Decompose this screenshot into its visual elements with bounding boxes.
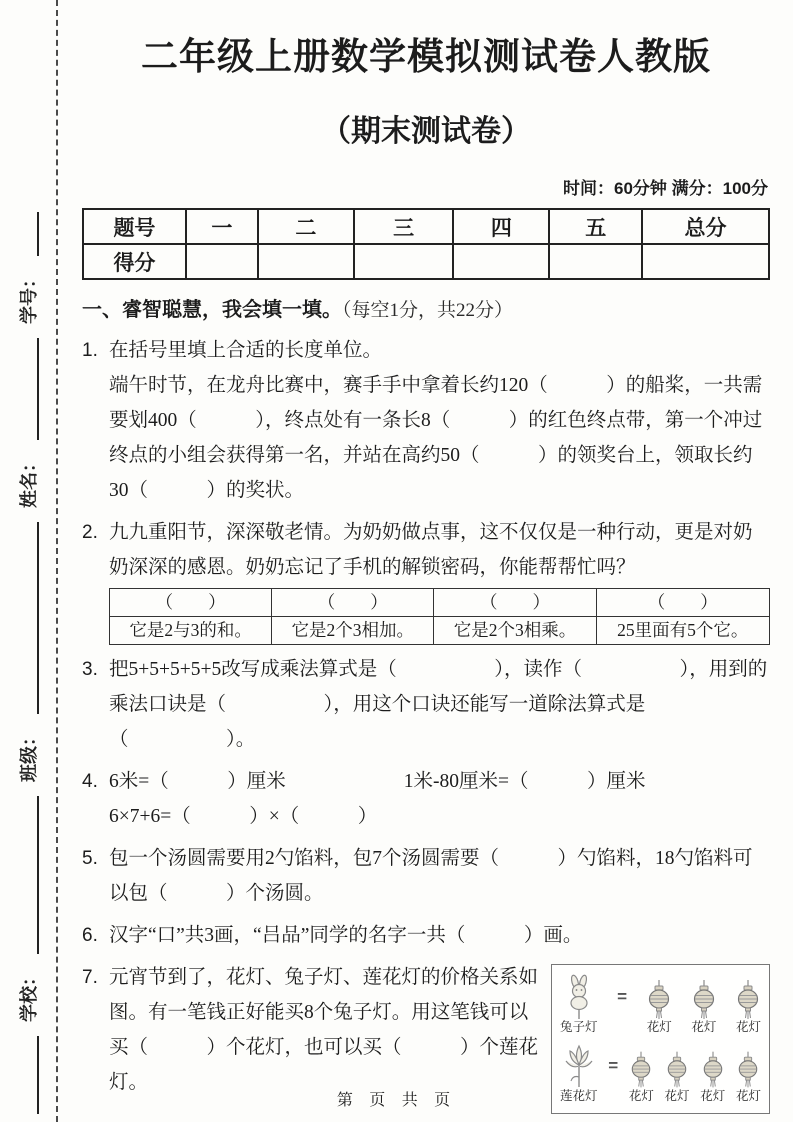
flower-lantern-cell [647,980,672,1035]
flower-lantern-label: 花灯 [735,1020,761,1034]
clue-text-cell: 25里面有5个它。 [596,617,769,645]
flower-lantern-label: 花灯 [628,1089,654,1103]
flower-lantern-icon [666,1051,688,1089]
question-3 [82,652,770,757]
question-1-body: 端午时节，在龙舟比赛中，赛手手中拿着长约120（ ）的船桨，一共需要划400（ ），终点处有一条长8（ ）的红色终点带，第一个冲过终点的小组会获得第一名，并站在高约50（ ）的领奖台上，领取长约30（ ）的奖状。 [109,375,763,501]
flower-lantern-icon [647,980,671,1020]
flower-lantern-label: 花灯 [646,1020,672,1034]
clue-text-cell: 它是2个3相加。 [272,617,434,645]
clue-text-row [110,617,770,645]
section-one-heading [82,295,770,326]
rabbit-lantern-row [560,974,761,1035]
question-5-text: 包一个汤圆需要用2勺馅料，包7个汤圆需要（ ）勺馅料，18勺馅料可以包（ ）个汤圆。 [109,848,753,904]
student-info-margin [0,0,56,1122]
score-cell-empty [186,244,258,279]
flower-lantern-label: 花灯 [735,1089,761,1103]
section-one-title: 一、睿智聪慧，我会填一填。 [82,299,342,321]
clue-text-cell: 它是2与3的和。 [110,617,272,645]
paper-content [82,26,770,1114]
score-table-header-row [83,209,769,244]
equals-sign: = [608,1056,619,1075]
score-cell-empty [642,244,769,279]
paper-subtitle: （期末测试卷） [321,115,531,148]
question-6-number: 6. [82,925,98,946]
school-label: 学校： [19,968,39,1022]
score-header-cell: 三 [354,209,453,244]
question-5 [82,841,770,911]
question-list [82,333,770,1114]
name-label: 姓名： [19,454,39,508]
flower-lantern-icon [736,980,760,1020]
clue-text-cell: 它是2个3相乘。 [434,617,596,645]
question-6 [82,918,770,953]
clue-blank-cell: （ ） [596,589,769,617]
flower-lantern-cell [736,980,761,1035]
question-1-number: 1. [82,340,98,361]
flower-lantern-label: 花灯 [700,1089,726,1103]
question-4-number: 4. [82,771,98,792]
page-footer: 第 页 共 页 [336,1092,457,1109]
question-3-text: 把5+5+5+5+5改写成乘法算式是（ ），读作（ ），用到的乘法口诀是（ ），用这个口诀还能写一道除法算式是（ ）。 [109,659,768,750]
score-header-cell: 题号 [83,209,186,244]
rabbit-lantern-icon [563,974,595,1020]
time-score-meta: 时间：60分钟 满分：100分 [563,179,768,198]
paper-title: 二年级上册数学模拟测试卷人教版 [141,36,711,77]
question-6-text: 汉字“口”共3画，“吕品”同学的名字一共（ ）画。 [109,925,583,946]
score-cell-empty [354,244,453,279]
question-2-clue-table [109,588,770,645]
clue-blank-row [110,589,770,617]
clue-blank-cell: （ ） [110,589,272,617]
clue-blank-cell: （ ） [272,589,434,617]
seal-dashed-line [56,0,58,1122]
flower-lantern-label: 花灯 [664,1089,690,1103]
name-blank-line [17,522,39,714]
score-row-label: 得分 [83,244,186,279]
score-header-cell: 四 [453,209,549,244]
flower-lantern-icon [737,1051,759,1089]
question-1-lead: 在括号里填上合适的长度单位。 [109,340,383,361]
question-2 [82,515,770,645]
question-4-line-1 [109,764,770,799]
question-7-number: 7. [82,967,98,988]
score-cell-empty [258,244,354,279]
score-header-cell: 总分 [642,209,769,244]
score-cell-empty [453,244,549,279]
class-blank-line [17,796,39,954]
class-label: 班级： [19,728,39,782]
score-table [82,208,770,280]
question-4-part-b: 1米-80厘米=（ ）厘米 [403,771,646,792]
student-id-label: 学号： [19,270,39,324]
score-header-cell: 一 [186,209,258,244]
question-2-number: 2. [82,522,98,543]
flower-lantern-label: 花灯 [691,1020,717,1034]
rabbit-lantern-label: 兔子灯 [560,1020,598,1034]
question-7-text: 元宵节到了，花灯、兔子灯、莲花灯的价格关系如图。有一笔钱正好能买8个兔子灯。用这笔钱可以买（ ）个花灯，也可以买（ ）个莲花灯。 [109,967,539,1093]
section-one-points-note: （每空1分，共22分） [342,300,514,321]
lotus-lantern-label: 莲花灯 [560,1089,598,1103]
score-cell-empty [549,244,642,279]
flower-lantern-icon [692,980,716,1020]
clue-blank-cell: （ ） [434,589,596,617]
flower-lantern-cell [691,980,716,1035]
flower-lantern-icon [702,1051,724,1089]
question-4-line-2: 6×7+6=（ ）×（ ） [109,806,378,827]
question-2-text: 九九重阳节，深深敬老情。为奶奶做点事，这不仅仅是一种行动，更是对奶奶深深的感恩。奶奶忘记了手机的解锁密码，你能帮帮忙吗？ [109,522,753,578]
lotus-lantern-icon [562,1043,596,1089]
student-id-blank-line [17,338,39,440]
score-table-score-row [83,244,769,279]
question-4 [82,764,770,834]
equals-sign: = [617,987,628,1006]
question-3-number: 3. [82,659,98,680]
flower-lantern-icon [630,1051,652,1089]
question-5-number: 5. [82,848,98,869]
score-header-cell: 二 [258,209,354,244]
question-4-part-a: 6米=（ ）厘米 [109,771,286,792]
question-1 [82,333,770,508]
rabbit-lantern-cell [560,974,598,1035]
top-blank-line [17,212,39,256]
score-header-cell: 五 [549,209,642,244]
